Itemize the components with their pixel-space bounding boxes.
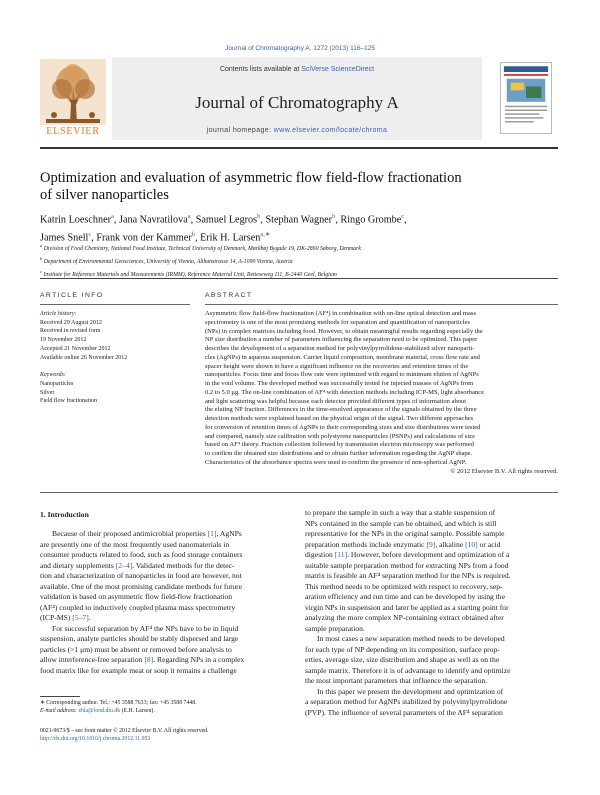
body-text: (ICP-MS)	[40, 613, 73, 622]
body-text: aration efficiency and run time and can be developed by using the	[305, 592, 505, 601]
abstract-heading: ABSTRACT	[205, 292, 253, 299]
author-name: James Snell	[40, 232, 89, 244]
body-line	[305, 571, 558, 582]
abstract-line: cles (AgNPs) in aqueous suspension. Carrier liquid composition, membrane material, cross flow rate and	[205, 353, 480, 361]
body-text: the most important parameters that influence the separation.	[305, 676, 488, 685]
body-text: a separation method for AgNPs stabilized by polyvinylpyrrolidone	[305, 697, 508, 706]
body-line	[305, 550, 558, 561]
abstract-line: (NPs) in complex matrices including food. However, to obtain meaningful results regarding especially the	[205, 327, 483, 335]
abstract-line: spectrometry is one of the most promising methods for separation and quantification of nanoparticles	[205, 318, 470, 326]
body-text: In this paper we present the development and optimization of	[317, 686, 504, 696]
abstract-line: 0.2 to 5.0 μg. The on-line combination of AF⁴ with detection methods including ICP-MS, light absorbance	[205, 388, 484, 396]
body-line	[40, 624, 296, 635]
abstract-line: NP size distribution a number of parameters influencing the separation need to be optimized. This paper	[205, 336, 478, 344]
body-line	[40, 550, 296, 561]
body-text: tion and characterization of nanoparticles in food are however, not	[40, 571, 242, 580]
author-affil-mark[interactable]: c	[401, 213, 405, 220]
body-text: analyzing the more complex NP-containing extract obtained after	[305, 613, 504, 622]
body-line	[305, 676, 558, 687]
article-info-heading: ARTICLE INFO	[40, 292, 104, 299]
body-text: suitable sample preparation method for extracting NPs from a food	[305, 560, 509, 570]
body-text: consumer products related to food, such as food storage containers	[40, 550, 243, 559]
author-name: Katrin Loeschner	[40, 214, 111, 226]
journal-homepage	[112, 127, 482, 134]
body-text: representative for the NPs in the original sample. Possible sample	[305, 529, 505, 538]
body-line	[305, 540, 558, 551]
abstract-line: Characteristics of the absorbance spectra were used to confirm the presence of non-spherical AgNP.	[205, 458, 467, 466]
abstract-line: for conversion of retention times of AgNPs to their corresponding sizes and size distributions were tested	[205, 423, 481, 431]
sciencedirect-link[interactable]: SciVerse ScienceDirect	[301, 66, 375, 73]
journal-reference[interactable]: Journal of Chromatography A, 1272 (2013) 116–125	[225, 45, 375, 52]
citation-link[interactable]: [8]	[144, 655, 154, 664]
body-text: particles (>1 μm) must be absent or removed before analysis to	[40, 644, 232, 654]
body-line	[305, 582, 558, 593]
body-text: This method needs to be optimized with respect to recovery, sep-	[305, 581, 503, 591]
abstract-line: describes the development of a separation method for polyvinylpyrrolidone-stabilized silver nanoparti-	[205, 345, 475, 352]
author-name: Ringo Grombe	[340, 214, 402, 226]
abstract-line: to confirm the obtained size distributions and to obtain further information regarding the AgNP shape.	[205, 450, 473, 457]
abstract-line: and compared, namely size calibration with polystyrene nanoparticles (PSNPs) and calculations of size	[205, 432, 475, 440]
body-left-column	[40, 529, 296, 676]
abstract-rule	[205, 304, 558, 305]
body-line	[305, 603, 558, 614]
journal-cover-thumbnail	[500, 62, 552, 134]
abstract-line: nanoparticles. Focus time and focus flow rate were optimized with regard to minimum elution of AgNPs	[205, 371, 479, 379]
body-text: (PVP). The influence of several parameters of the AF⁴ separation	[305, 707, 503, 717]
abstract-line: spacer height were shown to have a significant influence on the recoveries and retention times of the	[205, 362, 469, 370]
body-text: food matrix like for example meat or soup it remains a challenge	[40, 665, 237, 675]
body-line	[305, 655, 558, 666]
abstract-line: the eluting NP fraction. Differences in the time-resolved appearance of the signals obtained by the three	[205, 406, 477, 414]
citation-link[interactable]: [1]	[207, 529, 217, 538]
body-line	[40, 613, 296, 624]
body-text: , alkaline	[435, 539, 466, 549]
body-text: . Regarding NPs in a complex	[153, 655, 245, 664]
body-text: , AgNPs	[216, 529, 242, 538]
issn-doi-block	[40, 727, 340, 743]
journal-masthead	[112, 57, 482, 140]
article-info-rule	[40, 304, 190, 305]
history-item: Received in revised form	[40, 328, 101, 335]
affiliation: $^a$ Division of Food Chemistry, National Food Institute, Technical University of Denmark, Mørkhøj Bygade 19, DK-2860 Søborg, Denmark	[40, 243, 361, 252]
keyword: Silver	[40, 389, 55, 396]
footnote	[40, 699, 296, 715]
abstract-line: based on AF⁴ theory. Fraction collection followed by transmission electron microscopy was performed	[205, 441, 474, 449]
body-right-column	[305, 508, 558, 718]
citation-link[interactable]: [9]	[426, 539, 436, 549]
body-text: sample preparation.	[305, 623, 365, 633]
abstract-body	[205, 310, 558, 476]
author-name: Samuel Legros	[195, 214, 258, 226]
history-item: Accepted 21 November 2012	[40, 345, 111, 352]
body-text: erties, average size, size distribution and shape as well as on the	[305, 655, 500, 664]
body-text: (AF⁴) coupled to inductively coupled plasma mass spectrometry	[40, 602, 236, 612]
body-line	[305, 613, 558, 624]
author-name: Stephan Wagner	[265, 214, 333, 226]
keywords-label: Keywords:	[40, 372, 66, 379]
body-text: . However, before development and optimization of a	[347, 550, 510, 559]
contents-prefix: Contents lists available at	[219, 66, 302, 73]
body-line	[305, 508, 558, 519]
body-text: NPs contained in the sample can be obtained, and which is still	[305, 518, 497, 528]
body-text: virgin NPs in suspension and later be applied as a starting point for	[305, 602, 509, 612]
body-line	[305, 708, 558, 719]
history-item: Received 29 August 2012	[40, 319, 102, 326]
history-item: 19 November 2012	[40, 337, 87, 344]
body-text: Because of their proposed antimicrobial properties	[52, 529, 208, 538]
contents-line	[112, 66, 482, 73]
body-line	[40, 529, 296, 540]
journal-title: Journal of Chromatography A	[195, 93, 399, 112]
homepage-link[interactable]: www.elsevier.com/locate/chroma	[273, 127, 388, 134]
body-text: validation is based on asymmetric flow field-flow fractionation	[40, 592, 233, 601]
body-line	[40, 561, 296, 572]
affiliations-rule	[40, 278, 558, 279]
body-line	[40, 571, 296, 582]
author-affil-mark[interactable]: a,∗	[260, 231, 271, 239]
author-affil-mark[interactable]: b	[191, 231, 195, 239]
body-line	[305, 645, 558, 656]
author-name: Frank von der Kammer	[96, 232, 192, 244]
copyright-notice: © 2012 Elsevier B.V. All rights reserved.	[450, 467, 558, 475]
body-line	[305, 592, 558, 603]
masthead-rule	[40, 147, 558, 149]
article-title	[40, 170, 560, 204]
body-line	[305, 529, 558, 540]
abstract-line: detection methods were explained based on the physical origin of the signal. Two different approaches	[205, 415, 474, 422]
author-name: Jana Navratilova	[118, 214, 188, 226]
email-link[interactable]: ehla@food.dtu.dk	[78, 708, 121, 714]
body-text: allow interference-free separation	[40, 655, 145, 664]
keyword: Nanoparticles	[40, 380, 74, 387]
body-line	[40, 634, 296, 645]
body-text: preparation methods include enzymatic	[305, 539, 427, 549]
title-line-2: of silver nanoparticles	[40, 187, 169, 203]
body-text: suspension, analyte particles should be stably dispersed and large	[40, 634, 239, 643]
homepage-label: journal homepage:	[206, 127, 274, 134]
affiliation: $^c$ Institute for Reference Materials and Measurements (IRMM), Reference Material Unit, Retieseweg 111, B-2440 Geel, Belgium	[40, 268, 337, 278]
body-text: .	[88, 613, 91, 622]
abstract-line: and light scattering was helpful because each detector provided different types of information about	[205, 397, 467, 405]
body-text: to prepare the sample in such a way that a stable suspension of	[305, 508, 496, 517]
citation-link[interactable]: [10]	[465, 539, 478, 549]
author-affil-mark[interactable]: b	[332, 213, 336, 220]
footnote-rule	[40, 696, 80, 697]
authors-line-1: Katrin Loeschner$^a$, Jana Navratilova$^a$, Samuel Legros$^b$, Stephan Wagner$^b$, Ringo Grombe$^c$,	[40, 213, 407, 226]
history-item: Available online 26 November 2012	[40, 354, 128, 361]
author-name: Erik H. Larsen	[200, 232, 261, 244]
body-text: . Validated methods for the detec-	[132, 560, 235, 570]
affiliation: $^b$ Department of Environmental Geosciences, University of Vienna, Althanstrasse 14, A-1090 Vienna, Austria	[40, 255, 293, 265]
body-line	[305, 624, 558, 635]
body-line	[305, 687, 558, 698]
authors-line-2: James Snell$^c$, Frank von der Kammer$^b$, Erik H. Larsen$^{a,∗}$	[40, 231, 271, 244]
abstract-bottom-rule	[40, 492, 558, 493]
body-text: digestion	[305, 550, 335, 559]
body-line	[305, 666, 558, 677]
body-text: available. One of the most promising candidate methods for future	[40, 581, 243, 591]
author-affil-mark[interactable]: a	[187, 213, 191, 220]
publisher-wordmark: ELSEVIER	[46, 126, 100, 137]
body-text: are presently one of the most frequently used nanomaterials in	[40, 539, 230, 549]
body-text: or acid	[477, 539, 501, 549]
author-affil-mark[interactable]: a	[111, 213, 114, 220]
citation-link[interactable]: [5–7]	[72, 613, 89, 622]
abstract-line: in the void volume. The developed method was successfully tested for injected masses of AgNPs from	[205, 380, 474, 387]
abstract-line: Asymmetric flow field-flow fractionation (AF⁴) in combination with on-line optical detection and mass	[205, 310, 477, 317]
body-text: and dietary supplements	[40, 560, 116, 570]
author-affil-mark[interactable]: c	[88, 231, 92, 239]
body-line	[40, 603, 296, 614]
citation-link[interactable]: [11]	[334, 550, 348, 559]
body-text: sample matrix. Therefore it is of advantage to identify and optimize	[305, 665, 511, 675]
issn-line: 0021-9673/$ – see front matter © 2012 Elsevier B.V. All rights reserved.	[40, 728, 209, 734]
citation-link[interactable]: [2–4]	[115, 560, 133, 570]
email-line: E-mail address: ehla@food.dtu.dk (E.H. Larsen).	[40, 708, 155, 714]
article-info	[40, 310, 180, 406]
affiliations	[40, 241, 560, 280]
corresponding-author: ∗ Corresponding author. Tel.: +45 3588 7633; fax: +45 3588 7448.	[40, 700, 197, 706]
author-affil-mark[interactable]: b	[257, 213, 261, 220]
body-line	[305, 697, 558, 708]
body-text: matrix is feasible an AF⁴ separation method for the NPs is required.	[305, 571, 511, 580]
body-text: For successful separation by AF⁴ the NPs have to be in liquid	[52, 623, 239, 633]
body-line	[40, 592, 296, 603]
body-line	[305, 519, 558, 530]
keyword: Field flow fractionation	[40, 398, 97, 405]
title-line-1: Optimization and evaluation of asymmetric flow field-flow fractionation	[40, 170, 462, 186]
doi-link[interactable]: http://dx.doi.org/10.1016/j.chroma.2012.11.053	[40, 736, 151, 742]
body-text: for each type of NP depending on its composition, surface prop-	[305, 644, 500, 654]
body-line	[40, 666, 296, 677]
body-line	[40, 540, 296, 551]
body-line	[40, 582, 296, 593]
section-heading: 1. Introduction	[40, 510, 89, 519]
body-line	[40, 645, 296, 656]
body-text: In most cases a new separation method needs to be developed	[317, 634, 505, 643]
body-line	[305, 561, 558, 572]
body-line	[40, 655, 296, 666]
history-label: Article history:	[40, 311, 77, 317]
body-line	[305, 634, 558, 645]
